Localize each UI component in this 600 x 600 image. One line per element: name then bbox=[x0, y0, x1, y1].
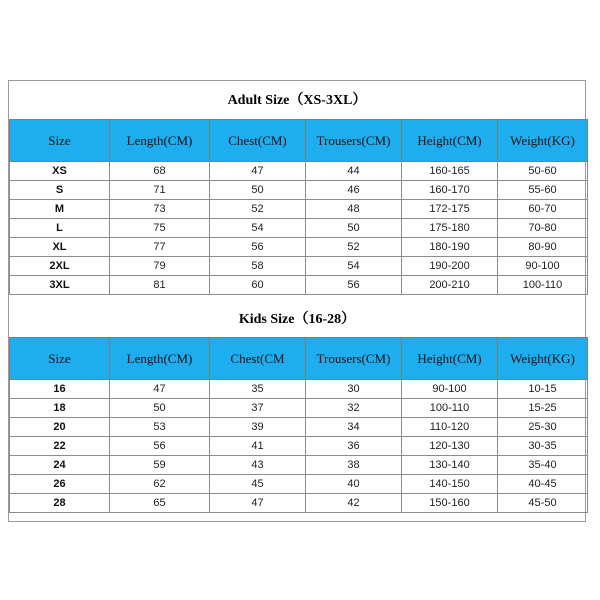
table-row bbox=[10, 475, 588, 494]
trousers-cell: 36 bbox=[306, 437, 402, 456]
height-cell: 172-175 bbox=[402, 200, 498, 219]
header-chest: Chest(CM bbox=[210, 338, 306, 380]
trousers-cell: 46 bbox=[306, 181, 402, 200]
table-row bbox=[10, 437, 588, 456]
size-cell: 2XL bbox=[10, 257, 110, 276]
size-chart-sheet bbox=[8, 80, 586, 522]
trousers-cell: 40 bbox=[306, 475, 402, 494]
chest-cell: 56 bbox=[210, 238, 306, 257]
trousers-cell: 42 bbox=[306, 494, 402, 513]
weight-cell: 10-15 bbox=[498, 380, 588, 399]
height-cell: 190-200 bbox=[402, 257, 498, 276]
chest-cell: 52 bbox=[210, 200, 306, 219]
header-trousers: Trousers(CM) bbox=[306, 120, 402, 162]
table-row bbox=[10, 162, 588, 181]
length-cell: 79 bbox=[110, 257, 210, 276]
weight-cell: 25-30 bbox=[498, 418, 588, 437]
size-cell: M bbox=[10, 200, 110, 219]
size-cell: 20 bbox=[10, 418, 110, 437]
trousers-cell: 56 bbox=[306, 276, 402, 295]
header-length: Length(CM) bbox=[110, 120, 210, 162]
length-cell: 62 bbox=[110, 475, 210, 494]
chest-cell: 47 bbox=[210, 494, 306, 513]
height-cell: 180-190 bbox=[402, 238, 498, 257]
chest-cell: 58 bbox=[210, 257, 306, 276]
chest-cell: 45 bbox=[210, 475, 306, 494]
weight-cell: 40-45 bbox=[498, 475, 588, 494]
height-cell: 150-160 bbox=[402, 494, 498, 513]
height-cell: 90-100 bbox=[402, 380, 498, 399]
length-cell: 73 bbox=[110, 200, 210, 219]
table-row bbox=[10, 380, 588, 399]
trousers-cell: 50 bbox=[306, 219, 402, 238]
height-cell: 140-150 bbox=[402, 475, 498, 494]
weight-cell: 80-90 bbox=[498, 238, 588, 257]
chest-cell: 41 bbox=[210, 437, 306, 456]
length-cell: 71 bbox=[110, 181, 210, 200]
table-row bbox=[10, 181, 588, 200]
height-cell: 100-110 bbox=[402, 399, 498, 418]
size-cell: 16 bbox=[10, 380, 110, 399]
weight-cell: 50-60 bbox=[498, 162, 588, 181]
header-chest: Chest(CM) bbox=[210, 120, 306, 162]
length-cell: 47 bbox=[110, 380, 210, 399]
height-cell: 175-180 bbox=[402, 219, 498, 238]
weight-cell: 45-50 bbox=[498, 494, 588, 513]
adult-header-row bbox=[10, 120, 588, 162]
weight-cell: 55-60 bbox=[498, 181, 588, 200]
length-cell: 56 bbox=[110, 437, 210, 456]
kids-size-table bbox=[9, 337, 588, 513]
trousers-cell: 52 bbox=[306, 238, 402, 257]
height-cell: 160-170 bbox=[402, 181, 498, 200]
table-row bbox=[10, 200, 588, 219]
length-cell: 50 bbox=[110, 399, 210, 418]
trousers-cell: 44 bbox=[306, 162, 402, 181]
weight-cell: 30-35 bbox=[498, 437, 588, 456]
length-cell: 68 bbox=[110, 162, 210, 181]
length-cell: 65 bbox=[110, 494, 210, 513]
chest-cell: 60 bbox=[210, 276, 306, 295]
header-size: Size bbox=[10, 120, 110, 162]
weight-cell: 60-70 bbox=[498, 200, 588, 219]
table-row bbox=[10, 418, 588, 437]
weight-cell: 70-80 bbox=[498, 219, 588, 238]
trousers-cell: 48 bbox=[306, 200, 402, 219]
table-row bbox=[10, 257, 588, 276]
length-cell: 59 bbox=[110, 456, 210, 475]
header-weight: Weight(KG) bbox=[498, 338, 588, 380]
chest-cell: 35 bbox=[210, 380, 306, 399]
chest-cell: 54 bbox=[210, 219, 306, 238]
trousers-cell: 30 bbox=[306, 380, 402, 399]
weight-cell: 15-25 bbox=[498, 399, 588, 418]
trousers-cell: 32 bbox=[306, 399, 402, 418]
length-cell: 77 bbox=[110, 238, 210, 257]
header-length: Length(CM) bbox=[110, 338, 210, 380]
kids-size-title: Kids Size（16-28） bbox=[238, 312, 356, 327]
length-cell: 53 bbox=[110, 418, 210, 437]
table-row bbox=[10, 276, 588, 295]
trousers-cell: 54 bbox=[306, 257, 402, 276]
table-row bbox=[10, 456, 588, 475]
size-cell: L bbox=[10, 219, 110, 238]
chest-cell: 43 bbox=[210, 456, 306, 475]
header-trousers: Trousers(CM) bbox=[306, 338, 402, 380]
weight-cell: 35-40 bbox=[498, 456, 588, 475]
header-height: Height(CM) bbox=[402, 120, 498, 162]
trousers-cell: 34 bbox=[306, 418, 402, 437]
table-row bbox=[10, 399, 588, 418]
size-cell: 18 bbox=[10, 399, 110, 418]
weight-cell: 90-100 bbox=[498, 257, 588, 276]
size-cell: S bbox=[10, 181, 110, 200]
weight-cell: 100-110 bbox=[498, 276, 588, 295]
adult-size-title: Adult Size（XS-3XL） bbox=[227, 93, 367, 108]
size-cell: 3XL bbox=[10, 276, 110, 295]
length-cell: 81 bbox=[110, 276, 210, 295]
size-cell: XL bbox=[10, 238, 110, 257]
header-height: Height(CM) bbox=[402, 338, 498, 380]
chest-cell: 39 bbox=[210, 418, 306, 437]
chest-cell: 47 bbox=[210, 162, 306, 181]
chest-cell: 37 bbox=[210, 399, 306, 418]
height-cell: 200-210 bbox=[402, 276, 498, 295]
size-cell: 26 bbox=[10, 475, 110, 494]
height-cell: 130-140 bbox=[402, 456, 498, 475]
trousers-cell: 38 bbox=[306, 456, 402, 475]
length-cell: 75 bbox=[110, 219, 210, 238]
size-cell: 24 bbox=[10, 456, 110, 475]
adult-size-table bbox=[9, 119, 588, 295]
table-row bbox=[10, 494, 588, 513]
height-cell: 160-165 bbox=[402, 162, 498, 181]
size-cell: XS bbox=[10, 162, 110, 181]
height-cell: 110-120 bbox=[402, 418, 498, 437]
chest-cell: 50 bbox=[210, 181, 306, 200]
size-cell: 28 bbox=[10, 494, 110, 513]
table-row bbox=[10, 238, 588, 257]
table-row bbox=[10, 219, 588, 238]
header-size: Size bbox=[10, 338, 110, 380]
height-cell: 120-130 bbox=[402, 437, 498, 456]
kids-header-row bbox=[10, 338, 588, 380]
size-cell: 22 bbox=[10, 437, 110, 456]
header-weight: Weight(KG) bbox=[498, 120, 588, 162]
